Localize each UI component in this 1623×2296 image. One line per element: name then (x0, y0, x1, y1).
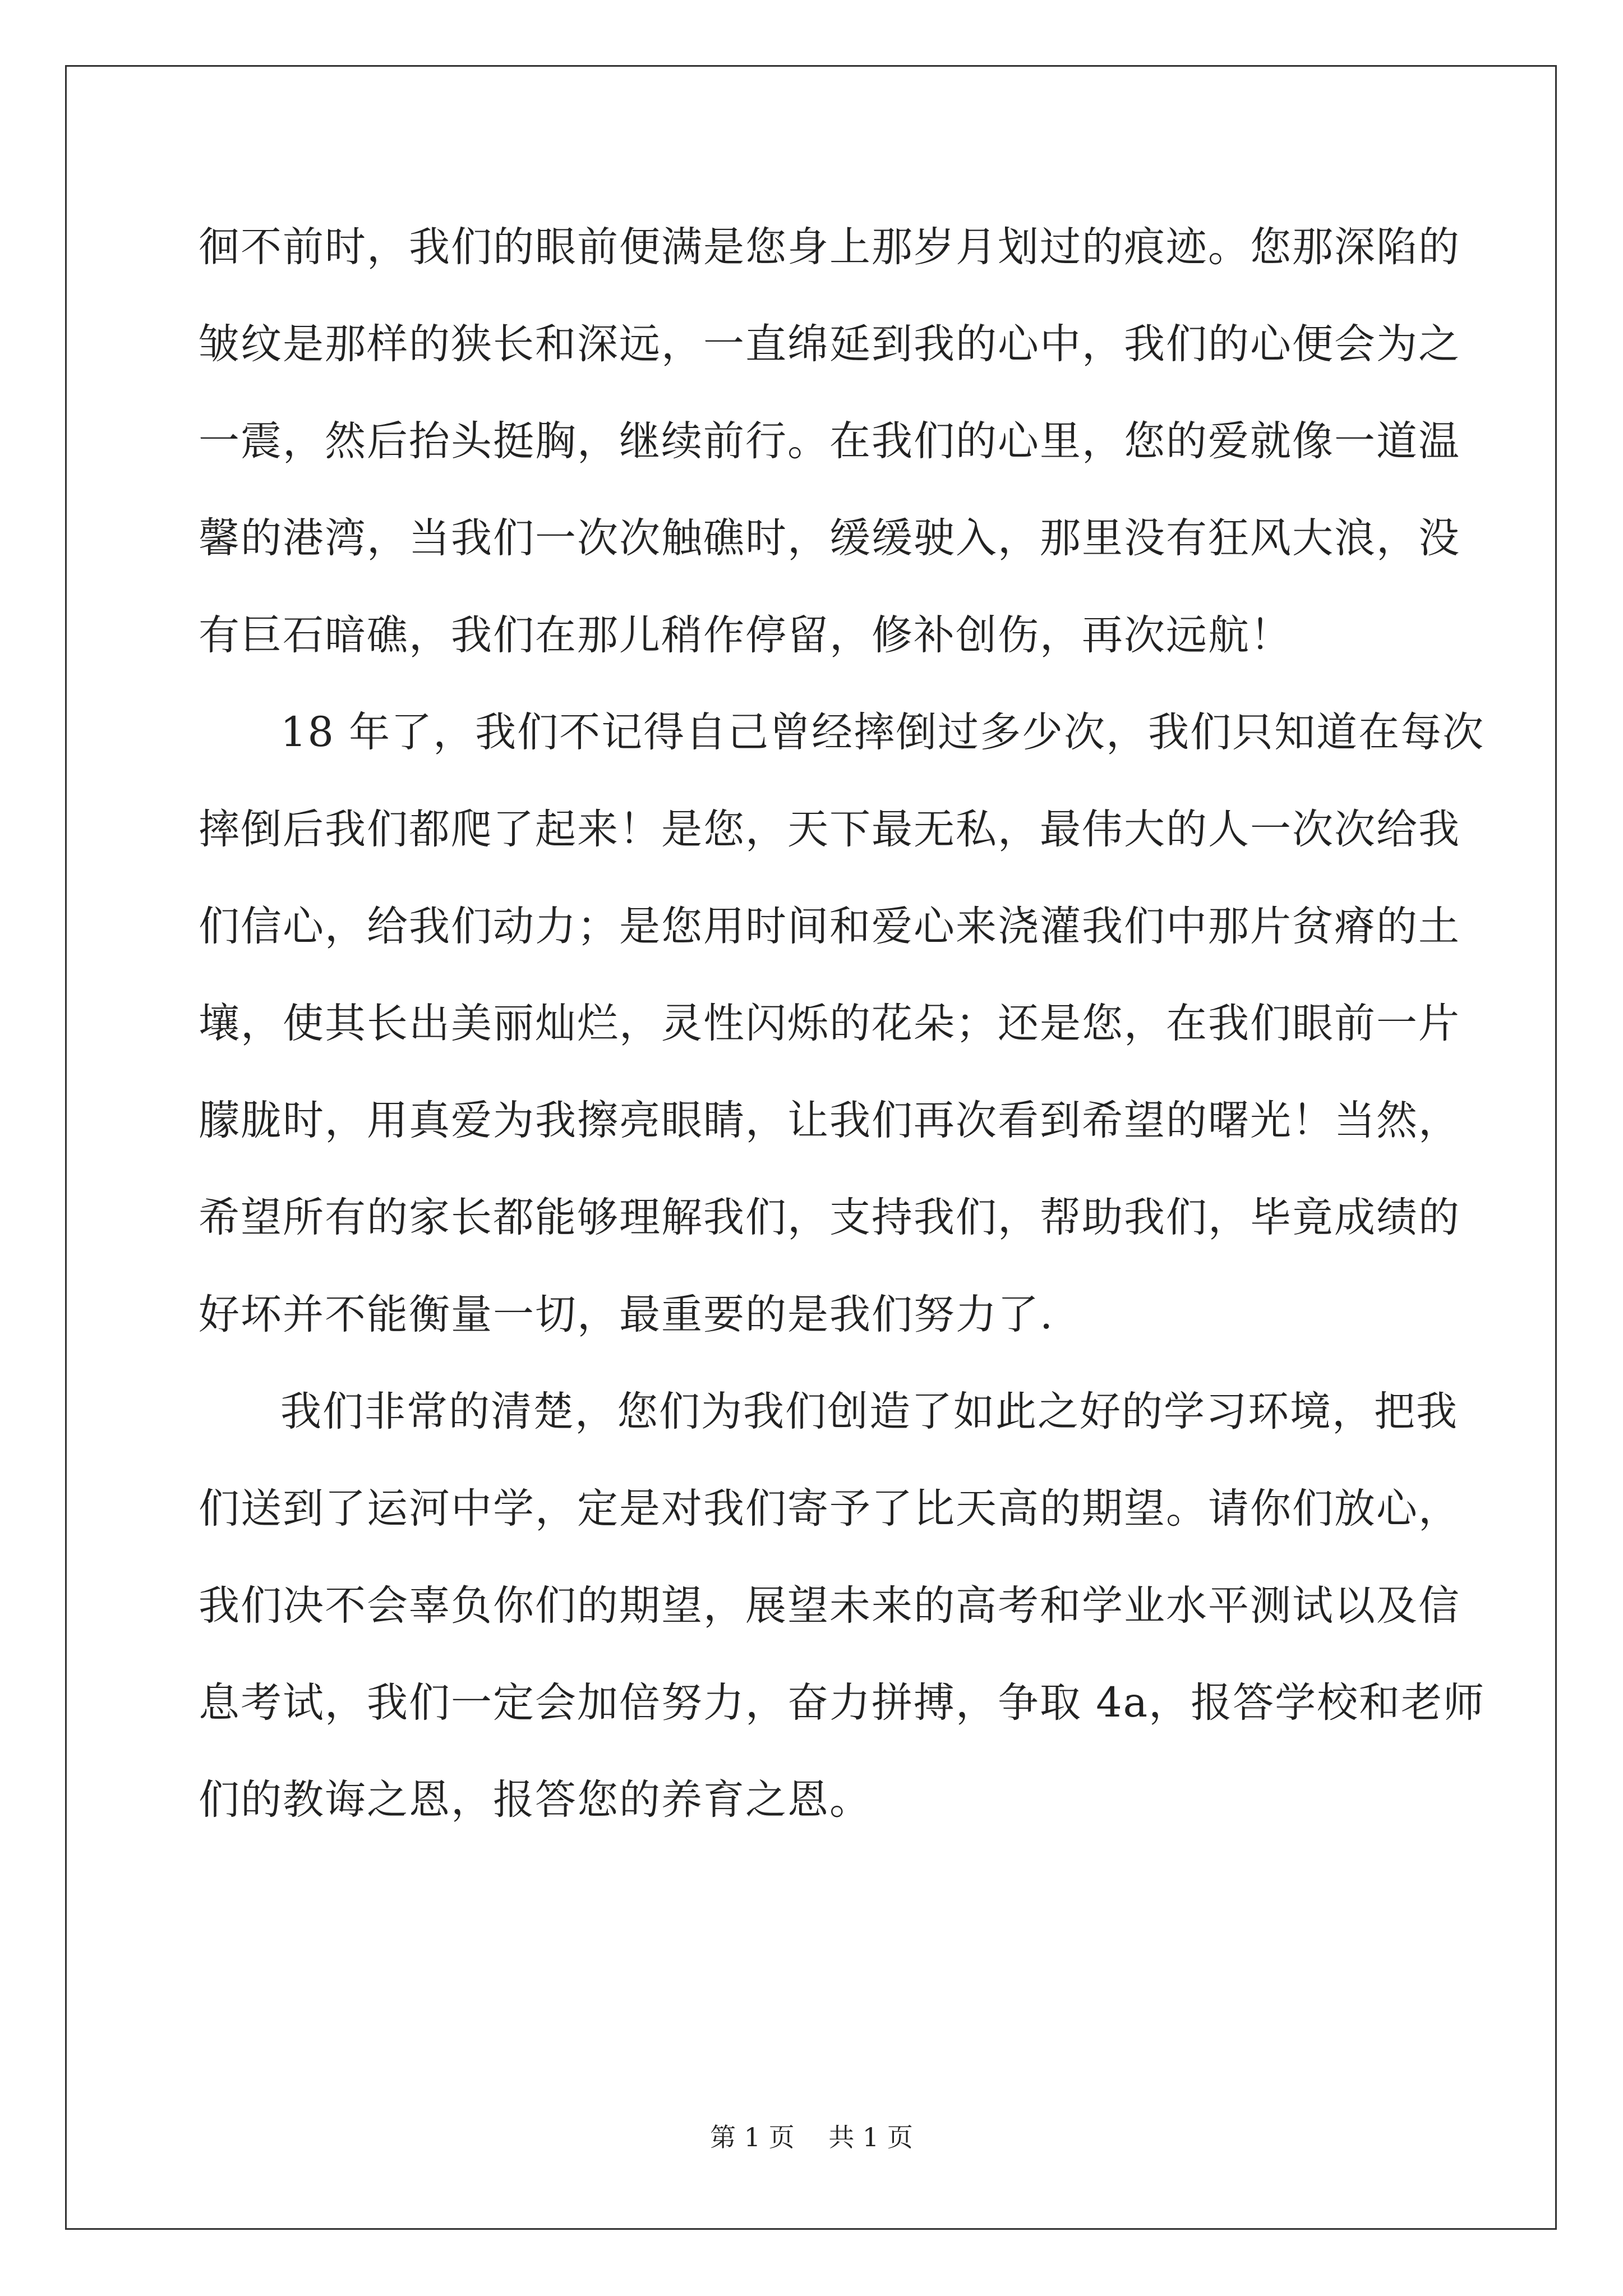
text-line: 皱纹是那样的狭长和深远，一直绵延到我的心中，我们的心便会为之 (199, 320, 1460, 368)
text-line: 一震，然后抬头挺胸，继续前行。在我们的心里，您的爱就像一道温 (199, 417, 1460, 465)
text-line: 我们决不会辜负你们的期望，展望未来的高考和学业水平测试以及信 (199, 1582, 1460, 1630)
text-line: 们的教诲之恩，报答您的养育之恩。 (199, 1776, 872, 1824)
paragraph-3 (199, 1363, 1486, 1848)
text-line: 摔倒后我们都爬了起来！是您，天下最无私，最伟大的人一次次给我 (199, 806, 1460, 853)
page-number: 第 1 页 (710, 2122, 795, 2152)
text-line: 18 年了，我们不记得自己曾经摔倒过多少次，我们只知道在每次 (280, 708, 1485, 756)
page-footer (0, 2120, 1623, 2154)
paragraph-2 (199, 684, 1485, 1363)
text-line: 们信心，给我们动力；是您用时间和爱心来浇灌我们中那片贫瘠的土 (199, 903, 1460, 950)
text-line: 徊不前时，我们的眼前便满是您身上那岁月划过的痕迹。您那深陷的 (199, 223, 1460, 271)
text-line: 馨的港湾，当我们一次次触礁时，缓缓驶入，那里没有狂风大浪，没 (199, 514, 1460, 562)
text-line: 们送到了运河中学，定是对我们寄予了比天高的期望。请你们放心， (199, 1485, 1460, 1533)
text-line: 壤，使其长出美丽灿烂，灵性闪烁的花朵；还是您，在我们眼前一片 (199, 1000, 1460, 1047)
text-line: 息考试，我们一定会加倍努力，奋力拼搏，争取 4a，报答学校和老师 (199, 1679, 1486, 1727)
paragraph-1 (199, 199, 1460, 684)
page-total: 共 1 页 (828, 2122, 913, 2152)
text-line: 我们非常的清楚，您们为我们创造了如此之好的学习环境，把我 (280, 1388, 1458, 1435)
document-body (199, 199, 1486, 1848)
text-line: 希望所有的家长都能够理解我们，支持我们，帮助我们，毕竟成绩的 (199, 1194, 1460, 1241)
text-line: 好坏并不能衡量一切，最重要的是我们努力了. (199, 1291, 1054, 1338)
text-line: 有巨石暗礁，我们在那儿稍作停留，修补创伤，再次远航！ (199, 611, 1292, 659)
text-line: 朦胧时，用真爱为我擦亮眼睛，让我们再次看到希望的曙光！当然， (199, 1097, 1460, 1144)
